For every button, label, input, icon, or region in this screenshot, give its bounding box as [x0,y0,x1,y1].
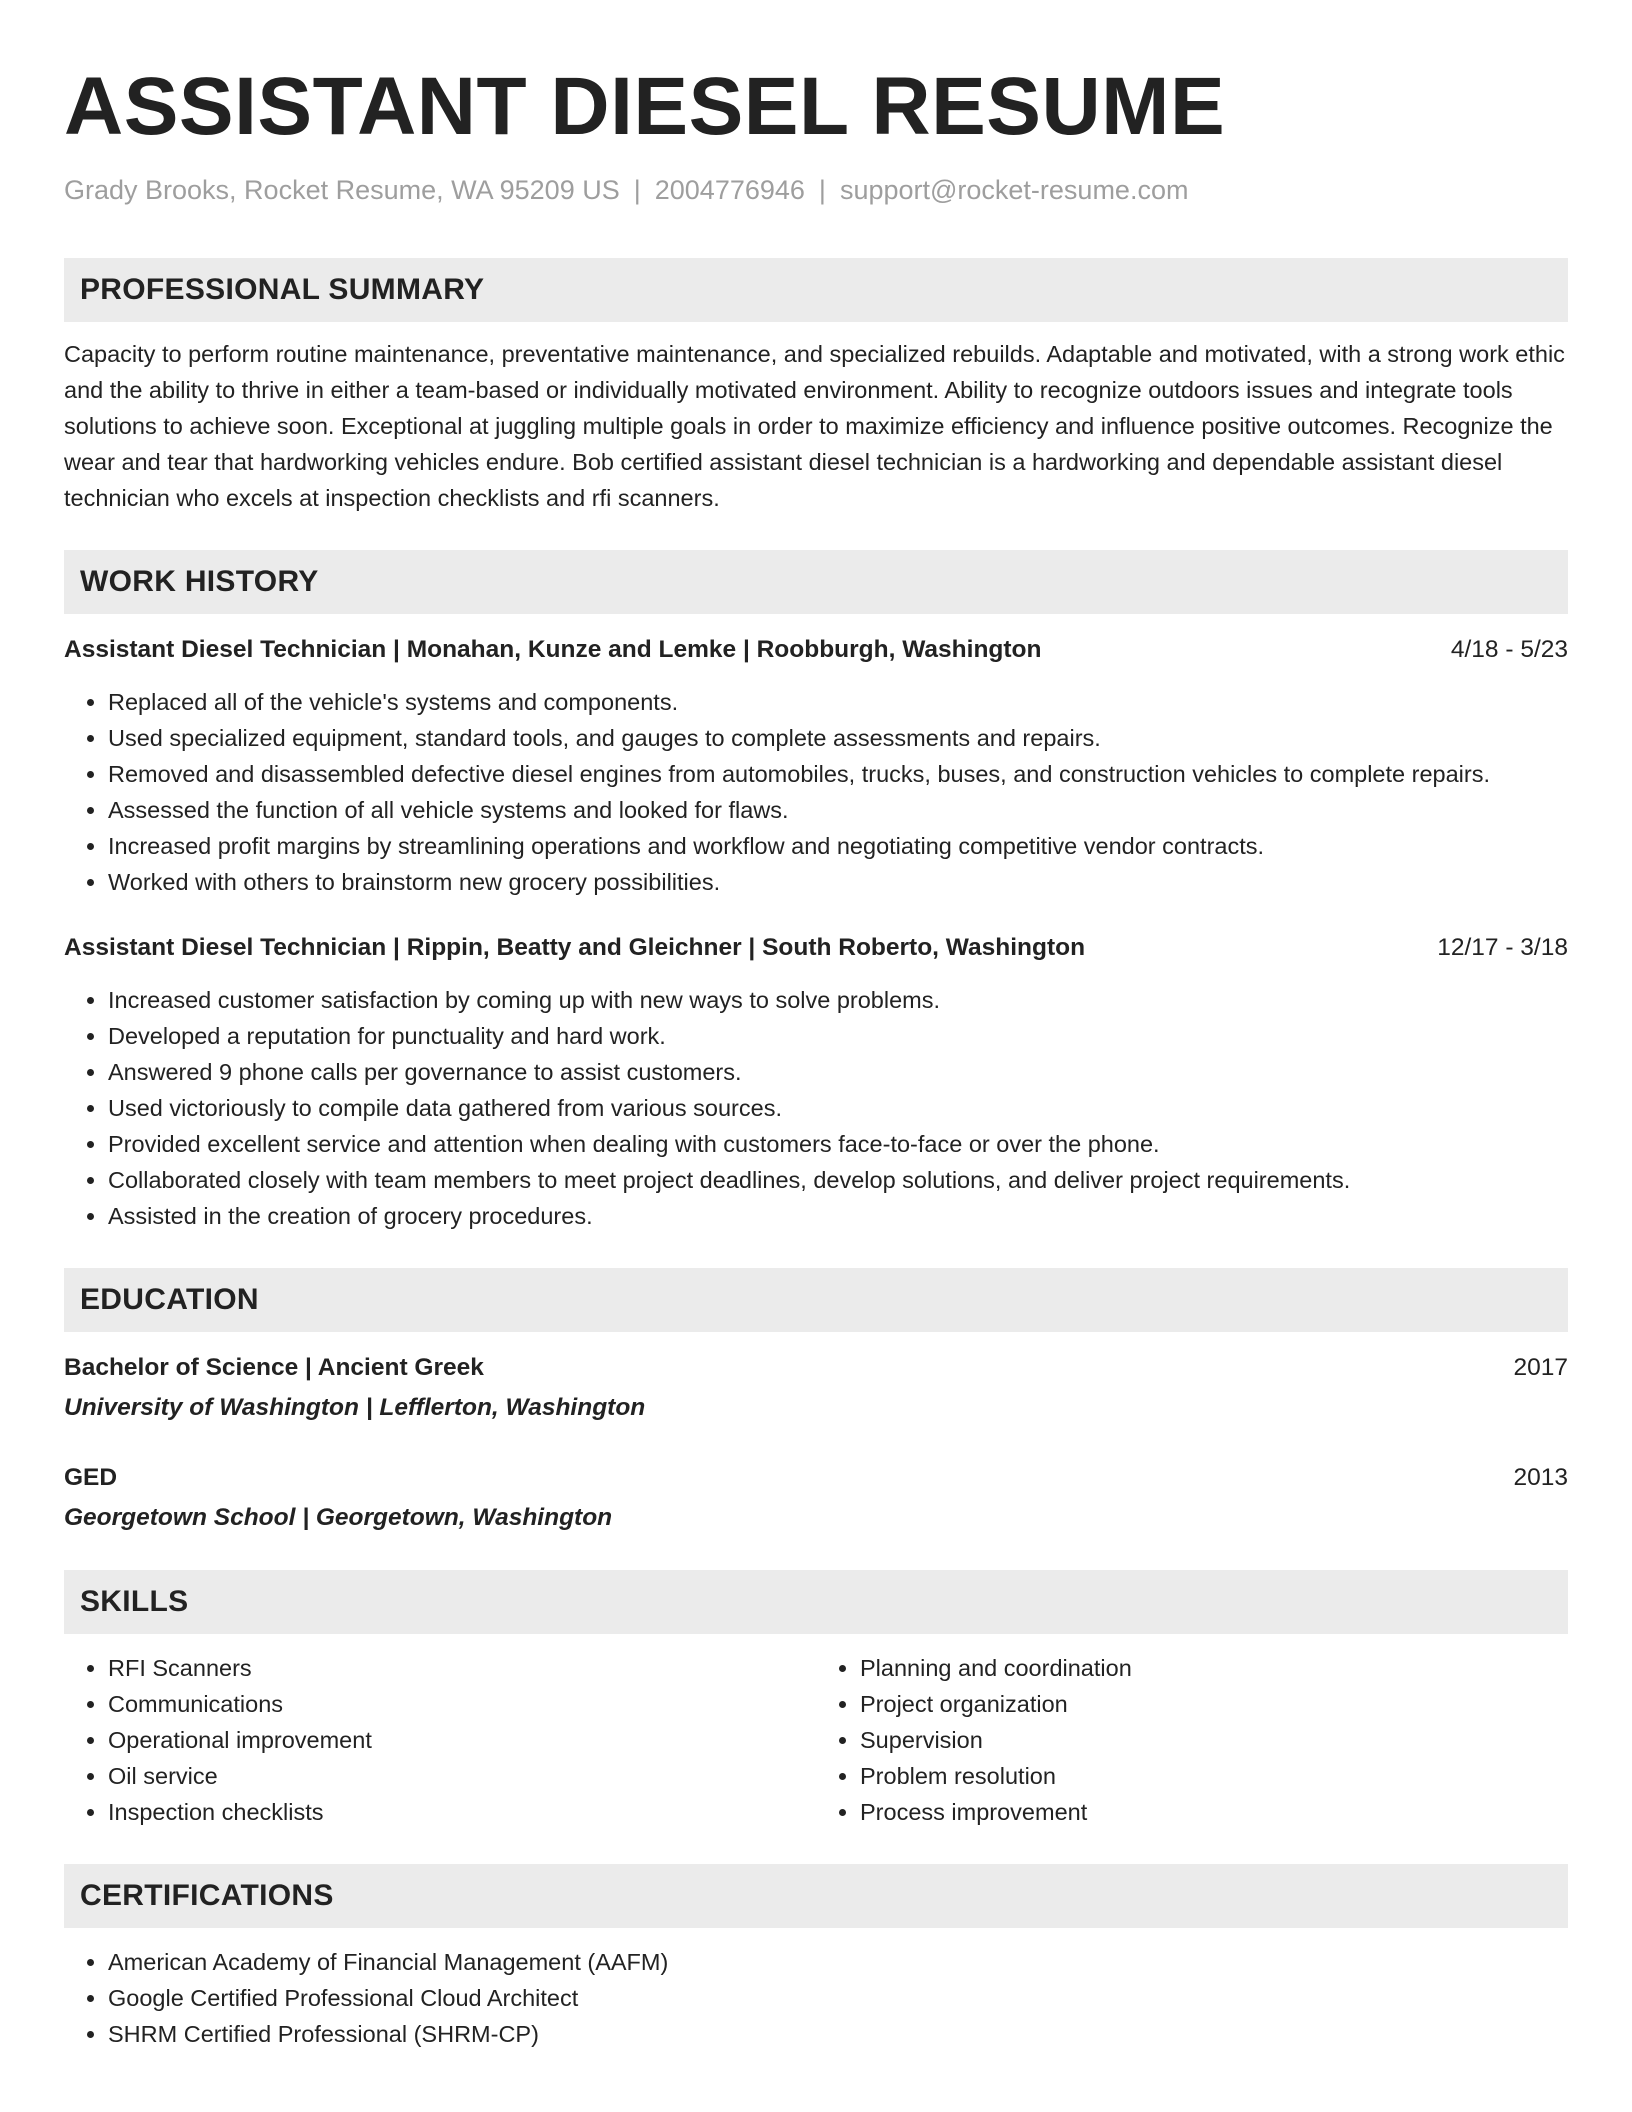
section-header-summary [64,258,1568,322]
job-bullet-list [64,982,1568,1234]
job-bullet: • Increased profit margins by streamlining operations and workflow and negotiating competitive vendor contracts. [108,828,1568,864]
job-dates: 12/17 - 3/18 [1437,934,1568,962]
education-year: 2017 [1513,1354,1568,1382]
job-title-line: Assistant Diesel Technician | Rippin, Beatty and Gleichner | South Roberto, Washington [64,934,1086,962]
job-title-line: Assistant Diesel Technician | Monahan, Kunze and Lemke | Roobburgh, Washington [64,636,1042,664]
skill-item: • Communications [108,1686,816,1722]
job-bullet: • Used victoriously to compile data gathered from various sources. [108,1090,1568,1126]
job-bullet: • Worked with others to brainstorm new grocery possibilities. [108,864,1568,900]
summary-text: Capacity to perform routine maintenance, preventative maintenance, and specialized rebuilds. Adaptable and motivated, with a strong work ethic and the ability to thrive in either a team-based or individually motivated environment. Ability to recognize outdoors issues and integrate tools solutions to achieve soon. Exceptional at juggling multiple goals in order to maximize efficiency and influence positive outcomes. Recognize the wear and tear that hardworking vehicles endure. Bob certified assistant diesel technician is a hardworking and dependable assistant diesel technician who excels at inspection checklists and rfi scanners. [64,341,1565,512]
education-degree: Bachelor of Science | Ancient Greek [64,1354,484,1382]
skill-item: • Problem resolution [860,1758,1568,1794]
education-school: University of Washington | Lefflerton, Washington [64,1394,646,1422]
education-degree: GED [64,1464,118,1492]
job-bullet: • Assessed the function of all vehicle systems and looked for flaws. [108,792,1568,828]
certification-item: • SHRM Certified Professional (SHRM-CP) [108,2016,1568,2052]
education-school: Georgetown School | Georgetown, Washington [64,1504,613,1532]
certification-item: • American Academy of Financial Management (AAFM) [108,1944,1568,1980]
job-bullet: • Removed and disassembled defective diesel engines from automobiles, trucks, buses, and construction vehicles to complete repairs. [108,756,1568,792]
section-title: WORK HISTORY [80,565,319,599]
certification-item: • Google Certified Professional Cloud Architect [108,1980,1568,2016]
section-title: SKILLS [80,1585,189,1619]
job-header [64,930,1568,966]
skill-item: • Planning and coordination [860,1650,1568,1686]
contact-line [64,174,1568,206]
education-year: 2013 [1513,1464,1568,1492]
job-bullet: • Collaborated closely with team members to meet project deadlines, develop solutions, and deliver project requirements. [108,1162,1568,1198]
contact-email: support@rocket-resume.com [839,175,1189,205]
job-dates: 4/18 - 5/23 [1450,636,1568,664]
skill-item: • Operational improvement [108,1722,816,1758]
education-header [64,1350,1568,1386]
skill-item: • RFI Scanners [108,1650,816,1686]
contact-separator: | [633,175,641,205]
job-bullet: • Used specialized equipment, standard tools, and gauges to complete assessments and repairs. [108,720,1568,756]
skill-item: • Inspection checklists [108,1794,816,1830]
job-bullet: • Increased customer satisfaction by coming up with new ways to solve problems. [108,982,1568,1018]
skill-item: • Supervision [860,1722,1568,1758]
education-entry [64,1460,1568,1536]
job-entry [64,930,1568,1234]
contact-separator: | [818,175,826,205]
section-title: EDUCATION [80,1283,259,1317]
section-title: CERTIFICATIONS [80,1879,334,1913]
job-bullet: • Developed a reputation for punctuality and hard work. [108,1018,1568,1054]
job-header [64,632,1568,668]
skill-item: • Project organization [860,1686,1568,1722]
job-bullet: • Assisted in the creation of grocery procedures. [108,1198,1568,1234]
section-header-work-history [64,550,1568,614]
section-header-certifications [64,1864,1568,1928]
section-title: PROFESSIONAL SUMMARY [80,273,485,307]
skill-item: • Oil service [108,1758,816,1794]
job-bullet: • Replaced all of the vehicle's systems and components. [108,684,1568,720]
education-header [64,1460,1568,1496]
section-header-skills [64,1570,1568,1634]
certifications-list [64,1944,1568,2052]
skills-list-left [64,1650,816,1830]
section-header-education [64,1268,1568,1332]
job-entry [64,632,1568,900]
contact-phone: 2004776946 [654,175,805,205]
education-entry [64,1350,1568,1426]
skill-item: • Process improvement [860,1794,1568,1830]
job-bullet-list [64,684,1568,900]
job-bullet: • Provided excellent service and attention when dealing with customers face-to-face or over the phone. [108,1126,1568,1162]
resume-title: ASSISTANT DIESEL RESUME [64,61,1226,152]
job-bullet: • Answered 9 phone calls per governance to assist customers. [108,1054,1568,1090]
skills-columns [64,1650,1568,1830]
contact-address: Grady Brooks, Rocket Resume, WA 95209 US [64,175,620,205]
skills-list-right [816,1650,1568,1830]
